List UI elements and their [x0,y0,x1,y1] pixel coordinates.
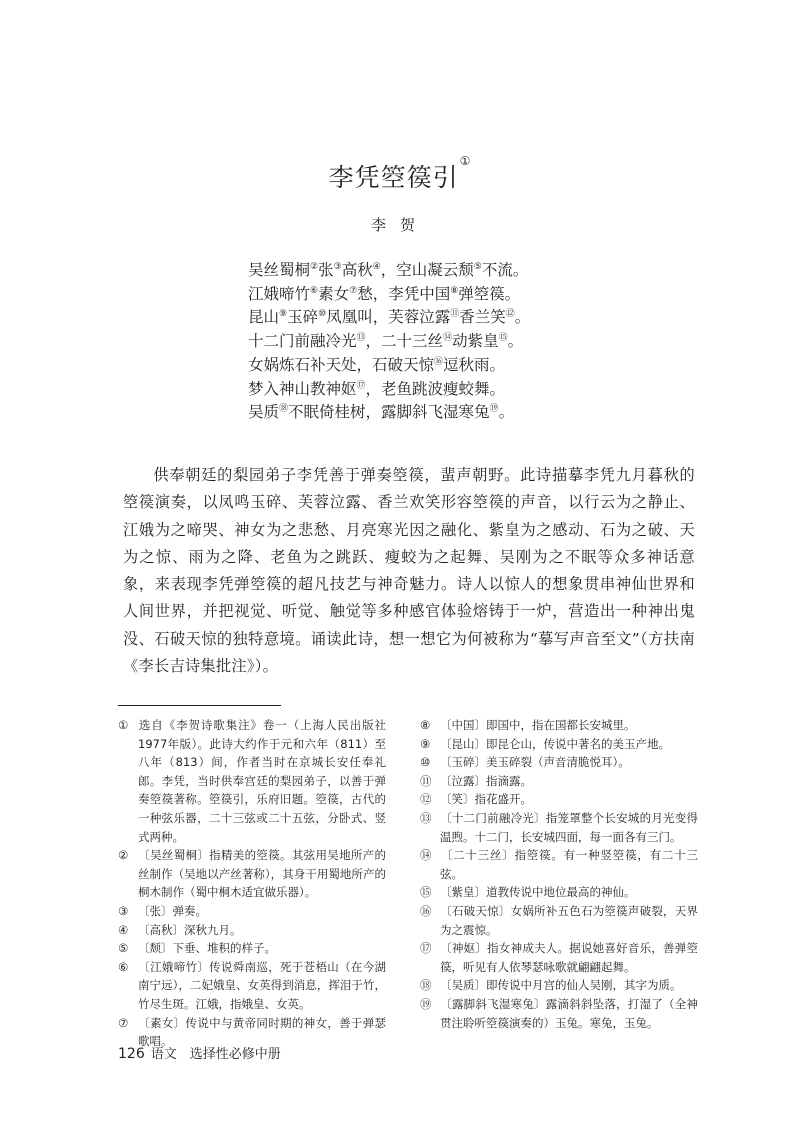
poem-title: 李凭箜篌引① [328,154,472,192]
footnote: ⑦ 〔素女〕传说中与黄帝同时期的神女，善于弹瑟歌唱。 [118,1015,386,1049]
footnote: ⑫ 〔笑〕指花盛开。 [420,792,532,807]
poem-line: 江娥啼竹⑥素女⑦愁，李凭中国⑧弹箜篌。 [248,284,521,303]
footnote: ③ 〔张〕弹奏。 [118,903,207,918]
footnote: ⑬ 〔十二门前融冷光〕指笼罩整个长安城的月光变得温煦。十二门，长安城四面，每一面各有三门。 [420,810,698,844]
footnotes-left-column [118,716,386,1051]
footnote: ⑱ 〔吴质〕即传说中月宫的仙人吴刚，其字为质。 [420,978,682,993]
footnotes-right-column [420,716,698,1032]
poem-line: 昆山⑨玉碎⑩凤凰叫，芙蓉泣露⑪香兰笑⑫。 [248,308,531,327]
footnote: ⑯ 〔石破天惊〕女娲所补五色石为箜篌声破裂，天界为之震惊。 [420,903,698,937]
poem-line: 吴丝蜀桐②张③高秋④，空山凝云颓⑤不流。 [248,261,529,279]
page-number: 126 [118,1046,145,1062]
page-footer [118,1043,281,1062]
footnote: ⑭ 〔二十三丝〕指箜篌。有一种竖箜篌，有二十三弦。 [420,848,698,881]
book-title: 语文 选择性必修中册 [150,1047,281,1062]
footnote-divider [118,705,281,706]
footnote: ⑪ 〔泣露〕指滴露。 [420,773,532,788]
poem-author: 李贺 [370,216,429,234]
poem-line: 女娲炼石补天处，石破天惊⑯逗秋雨。 [248,355,506,374]
footnote: ⑨ 〔昆山〕即昆仑山，传说中著名的美玉产地。 [420,736,670,751]
title-footnote-marker: ① [459,154,472,168]
footnote: ⑧ 〔中国〕即国中，指在国都长安城里。 [420,718,636,732]
footnote: ④ 〔高秋〕深秋九月。 [118,922,242,937]
poem-line: 梦入神山教神妪⑰，老鱼跳波瘦蛟舞。 [248,379,506,398]
poem-body [248,259,530,425]
poem-line: 十二门前融冷光⑬，二十三丝⑭动紫皇⑮。 [248,332,524,351]
footnote: ⑮ 〔紫皇〕道教传说中地位最高的神仙。 [420,885,636,900]
footnote: ⑩ 〔玉碎〕美玉碎裂（声音清脆悦耳）。 [420,755,630,770]
footnote: ① 选自《李贺诗歌集注》卷一（上海人民出版社1977年版）。此诗大约作于元和六年（811）至八年（813）间，作者当时在京城长安任奉礼郎。李凭，当时供奉宫廷的梨园弟子，以善于弹奏箜篌著称。箜篌引，乐府旧题。箜篌，古代的一种弦乐器，二十三弦或二十五弦，分卧式、竖式两种。 [118,718,386,844]
footnote: ② 〔吴丝蜀桐〕指精美的箜篌。其弦用吴地所产的丝制作（吴地以产丝著称），其身干用蜀地所产的桐木制作（蜀中桐木适宜做乐器）。 [118,848,386,900]
footnote: ⑥ 〔江娥啼竹〕传说舜南巡，死于苍梧山（在今湖南宁远），二妃娥皇、女英得到消息，挥泪于竹，竹尽生斑。江娥，指娥皇、女英。 [118,959,386,1011]
footnote: ⑰ 〔神妪〕指女神成夫人。据说她喜好音乐，善弹箜篌，听见有人依琴瑟咏歌就翩翩起舞。 [420,941,698,974]
footnote: ⑤ 〔颓〕下垂、堆积的样子。 [118,941,276,956]
poem-line: 吴质⑱不眠倚桂树，露脚斜飞湿寒兔⑲。 [248,403,515,422]
footnote: ⑲ 〔露脚斜飞湿寒兔〕露滴斜斜坠落，打湿了（全神贯注聆听箜篌演奏的）玉兔。寒兔，玉兔。 [420,996,698,1030]
commentary-paragraph: 供奉朝廷的梨园弟子李凭善于弹奏箜篌，蜚声朝野。此诗描摹李凭九月暮秋的箜篌演奏，以凤鸣玉碎、芙蓉泣露、香兰欢笑形容箜篌的声音，以行云为之静止、江娥为之啼哭、神女为之悲愁、月亮寒光因之融化、紫皇为之感动、石为之破、天为之惊、雨为之降、老鱼为之跳跃、瘦蛟为之起舞、吴刚为之不眠等众多神话意象，来表现李凭弹箜篌的超凡技艺与神奇魅力。诗人以惊人的想象贯串神仙世界和人间世界，并把视觉、听觉、触觉等多种感官体验熔铸于一炉，营造出一种神出鬼没、石破天惊的独特意境。诵读此诗，想一想它为何被称为“摹写声音至文”（方扶南《李长吉诗集批注》）。 [123,466,695,676]
